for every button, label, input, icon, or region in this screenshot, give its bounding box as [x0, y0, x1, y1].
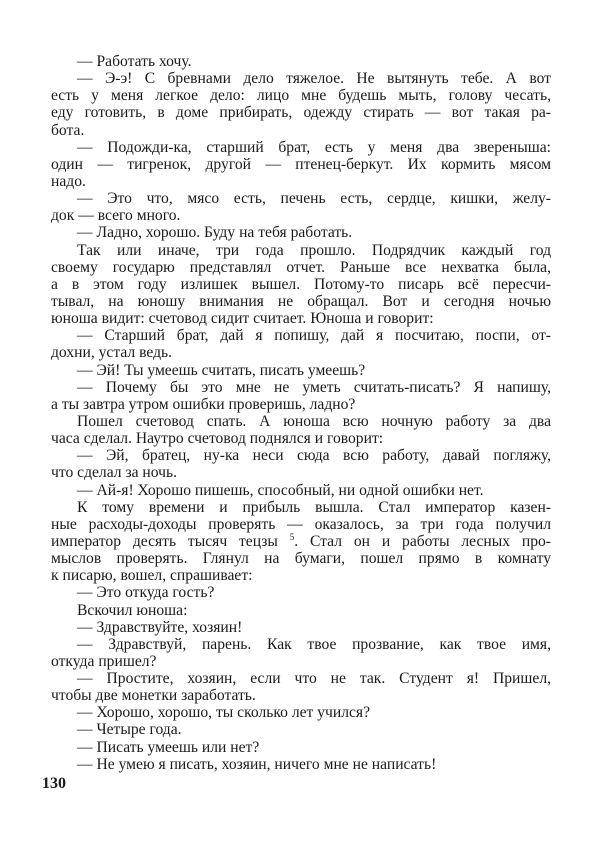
paragraph: [51, 362, 551, 379]
footnote-marker: 5: [289, 531, 295, 542]
text-line: — Эй, братец, ну-ка неси сюда всю работу, давай погляжу,: [77, 447, 551, 465]
paragraph: [51, 704, 551, 721]
text-line: Пошел счетовод спать. А юноша всю ночную работу за два: [77, 412, 551, 430]
text-line: один — тигренок, другой — птенец-беркут. Их кормить мясом: [51, 155, 551, 173]
text-line: К тому времени и прибыль вышла. Стал император казен-: [77, 498, 551, 516]
text-line: — Старший брат, дай я попишу, дай я посчитаю, поспи, от-: [77, 327, 551, 345]
paragraph: [51, 739, 551, 756]
text-line: — Ладно, хорошо. Буду на тебя работать.: [77, 224, 353, 242]
paragraph: [51, 190, 551, 224]
text-line: часа сделал. Наутро счетовод поднялся и говорит:: [51, 430, 384, 448]
paragraph: [51, 413, 551, 447]
text-line: — Эй! Ты умеешь считать, писать умеешь?: [77, 361, 366, 379]
text-line: а ты завтра утром ошибки проверишь, ладно?: [51, 395, 356, 413]
text-line: еду готовить, в доме прибирать, одежду стирать — вот такая ра-: [51, 104, 551, 122]
text-line: надо.: [51, 172, 86, 190]
text-line: тывал, на юношу внимания не обращал. Вот и сегодня ночью: [51, 292, 551, 310]
paragraph: [51, 584, 551, 601]
paragraph: [51, 602, 551, 619]
text-line: — Почему бы это мне не уметь считать-писать? Я напишу,: [77, 378, 551, 396]
text-line: есть у меня легкое дело: лицо мне будешь мыть, голову чесать,: [51, 87, 551, 105]
text-line: — Э-э! С бревнами дело тяжелое. Не вытянуть тебе. А вот: [77, 70, 551, 88]
text-line: [51, 533, 551, 550]
book-page-text: [51, 53, 551, 773]
text-line: откуда пришел?: [51, 652, 157, 670]
text-line: — Хорошо, хорошо, ты сколько лет учился?: [77, 704, 371, 722]
paragraph: [51, 636, 551, 670]
paragraph: [51, 327, 551, 361]
paragraph: [51, 721, 551, 738]
text-line: — Подожди-ка, старший брат, есть у меня два звереныша:: [77, 138, 551, 156]
text-line: ные расходы-доходы проверять — оказалось, за три года получил: [51, 515, 551, 533]
paragraph: [51, 224, 551, 241]
text-line: своему государю представлял отчет. Раньше все нехватка была,: [51, 258, 551, 276]
paragraph: [51, 242, 551, 328]
text-line: бота.: [51, 121, 85, 139]
paragraph: [51, 619, 551, 636]
text-line: Так или иначе, три года прошло. Подрядчик каждый год: [77, 241, 551, 259]
paragraph: [51, 756, 551, 773]
text-segment: . Стал он и работы лесных про-: [294, 532, 551, 550]
text-line: а в этом году излишек вышел. Потому-то писарь всё пересчи-: [51, 275, 551, 293]
text-line: — Здравствуй, парень. Как твое прозвание, как твое имя,: [77, 635, 551, 653]
text-line: док — всего много.: [51, 207, 181, 225]
paragraph: [51, 379, 551, 413]
text-segment: император десять тысяч тецзы: [51, 532, 290, 550]
paragraph: [51, 139, 551, 190]
text-line: — Четыре года.: [77, 721, 182, 739]
text-line: — Писать умеешь или нет?: [77, 738, 260, 756]
page-number: 130: [42, 775, 66, 792]
text-line: к писарю, вошел, спрашивает:: [51, 567, 253, 585]
text-line: — Работать хочу.: [77, 53, 192, 70]
text-line: — Это откуда гость?: [77, 584, 215, 602]
paragraph: [51, 53, 551, 70]
paragraph: [51, 499, 551, 585]
paragraph: [51, 670, 551, 704]
text-line: мыслов проверять. Глянул на бумаги, пошел прямо в комнату: [51, 550, 551, 568]
text-line: дохни, устал ведь.: [51, 344, 173, 362]
text-line: — Ай-я! Хорошо пишешь, способный, ни одной ошибки нет.: [77, 481, 484, 499]
text-line: — Простите, хозяин, если что не так. Студент я! Пришел,: [77, 670, 551, 688]
text-line: Вскочил юноша:: [77, 601, 188, 619]
paragraph: [51, 70, 551, 139]
paragraph: [51, 447, 551, 481]
text-line: чтобы две монетки заработать.: [51, 687, 256, 705]
text-line: — Это что, мясо есть, печень есть, сердце, кишки, желу-: [77, 190, 551, 208]
text-line: — Здравствуйте, хозяин!: [77, 618, 243, 636]
paragraph: [51, 482, 551, 499]
text-line: что сделал за ночь.: [51, 464, 178, 482]
text-line: юноша видит: счетовод сидит считает. Юноша и говорит:: [51, 310, 434, 328]
text-line: — Не умею я писать, хозяин, ничего мне не написать!: [77, 755, 437, 773]
